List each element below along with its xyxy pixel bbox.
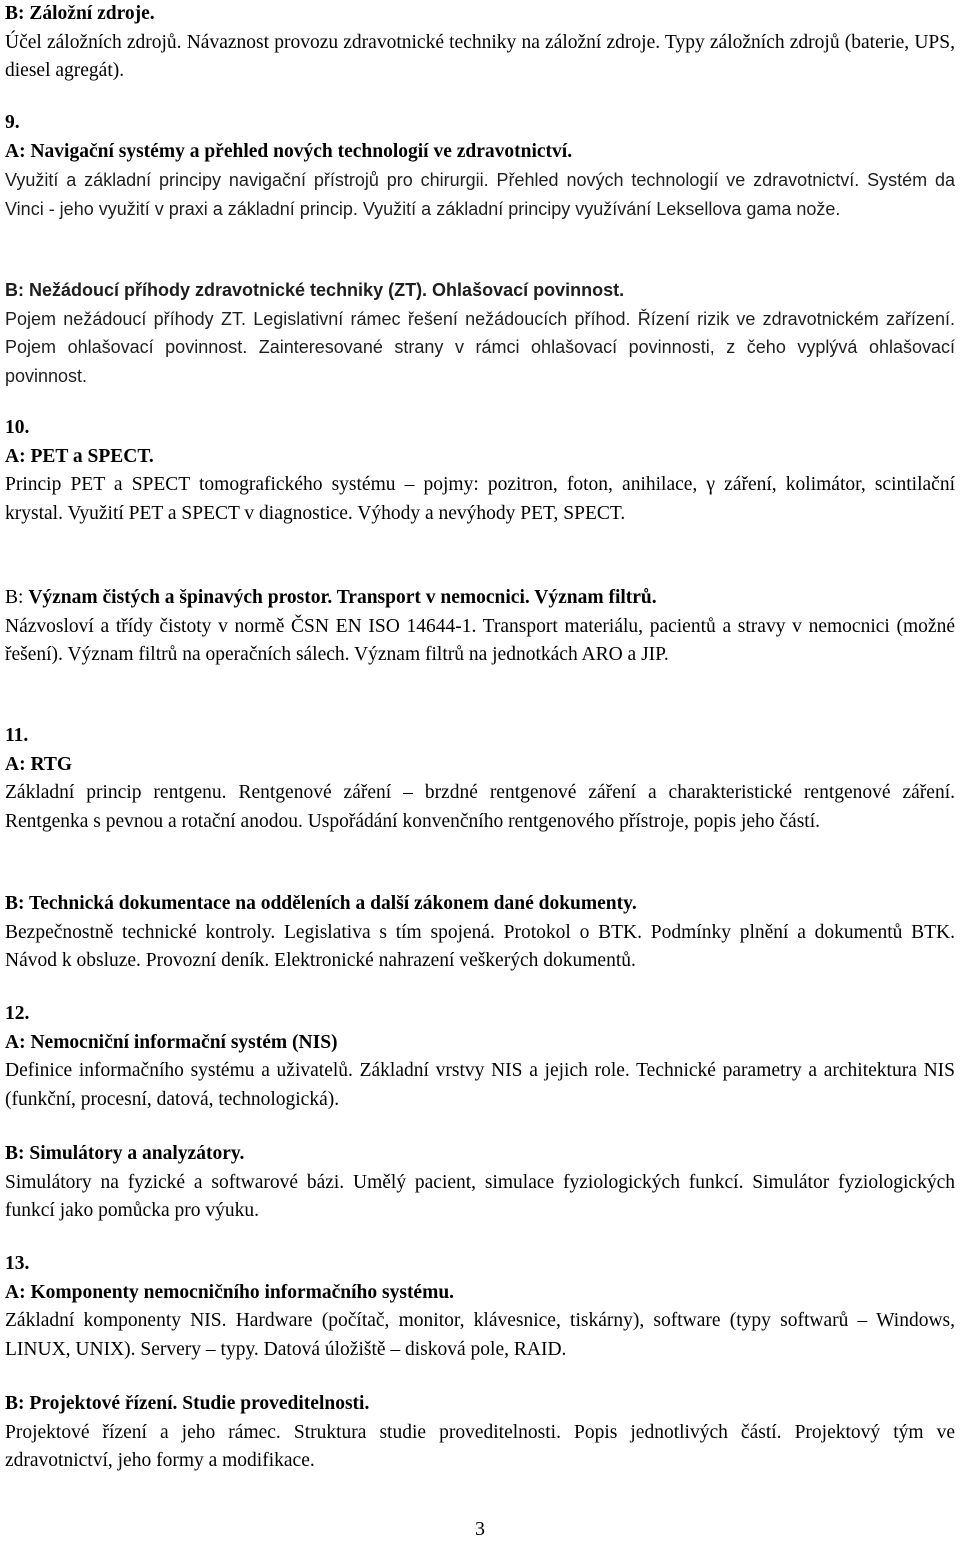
section-pet-spect (5, 414, 955, 528)
section-heading: A: PET a SPECT. (5, 445, 154, 467)
section-heading-prefix: B: (5, 587, 29, 608)
section-adverse-events (5, 276, 955, 390)
section-body: Simulátory na fyzické a softwarové bázi. Umělý pacient, simulace fyziologických funkcí. Simulátor fyziologických funkcí jako pomůcka pro výuku. (5, 1171, 955, 1221)
section-heading-line (5, 584, 955, 613)
section-project-management (5, 1390, 955, 1476)
section-heading: A: RTG (5, 753, 73, 775)
section-heading: B: Simulátory a analyzátory. (5, 1143, 245, 1164)
page-number: 3 (475, 1518, 485, 1540)
section-body: Pojem nežádoucí příhody ZT. Legislativní rámec řešení nežádoucích příhod. Řízení rizik ve zdravotnickém zařízení. Pojem ohlašovací povinnost. Zainteresované strany v rámci ohlašovací povinnosti, z čeho vyplývá ohlašovací povinnost. (5, 308, 955, 386)
section-body: Názvosloví a třídy čistoty v normě ČSN EN ISO 14644-1. Transport materiálu, pacientů a stravy v nemocnici (možné řešení). Význam filtrů na operačních sálech. Význam filtrů na jednotkách ARO a JIP. (5, 615, 955, 665)
section-number: 13. (5, 1253, 30, 1274)
section-body: Projektové řízení a jeho rámec. Struktura studie proveditelnosti. Popis jednotlivých částí. Projektový tým ve zdravotnictví, jeho formy a modifikace. (5, 1421, 955, 1471)
section-heading: Význam čistých a špinavých prostor. Transport v nemocnici. Význam filtrů. (28, 587, 657, 608)
section-hospital-information-system (5, 1000, 955, 1114)
section-heading: B: Projektové řízení. Studie proveditelnosti. (5, 1393, 370, 1414)
section-navigation-systems (5, 109, 955, 223)
section-heading: B: Nežádoucí příhody zdravotnické techniky (ZT). Ohlašovací povinnost. (5, 280, 625, 300)
section-body: Bezpečnostně technické kontroly. Legislativa s tím spojená. Protokol o BTK. Podmínky plnění a dokumentů BTK. Návod k obsluze. Provozní deník. Elektronické nahrazení veškerých dokumentů. (5, 921, 955, 971)
section-rtg (5, 722, 955, 836)
section-heading: A: Komponenty nemocničního informačního systému. (5, 1281, 455, 1303)
section-simulators (5, 1140, 955, 1226)
section-body: Definice informačního systému a uživatelů. Základní vrstvy NIS a jejich role. Technické parametry a architektura NIS (funkční, procesní, datová, technologická). (5, 1060, 955, 1110)
section-heading: B: Záložní zdroje. (5, 3, 155, 24)
section-body: Účel záložních zdrojů. Návaznost provozu zdravotnické techniky na záložní zdroje. Typy záložních zdrojů (baterie, UPS, diesel agregát). (5, 31, 955, 81)
section-number: 10. (5, 417, 30, 438)
section-technical-documentation (5, 890, 955, 976)
section-body: Princip PET a SPECT tomografického systému – pojmy: pozitron, foton, anihilace, γ záření, kolimátor, scintilační krystal. Využití PET a SPECT v diagnostice. Výhody a nevýhody PET, SPECT. (5, 474, 955, 524)
section-heading: B: Technická dokumentace na odděleních a další zákonem dané dokumenty. (5, 893, 637, 914)
section-heading: A: Navigační systémy a přehled nových technologií ve zdravotnictví. (5, 140, 573, 162)
section-heading: A: Nemocniční informační systém (NIS) (5, 1031, 338, 1053)
section-number: 9. (5, 112, 20, 133)
section-body: Základní komponenty NIS. Hardware (počítač, monitor, klávesnice, tiskárny), software (typy softwarů – Windows, LINUX, UNIX). Servery – typy. Datová úložiště – disková pole, RAID. (5, 1310, 955, 1360)
section-his-components (5, 1250, 955, 1364)
section-number: 12. (5, 1003, 30, 1024)
section-number: 11. (5, 725, 29, 746)
section-body: Využití a základní principy navigační přístrojů pro chirurgii. Přehled nových technologií ve zdravotnictví. Systém da Vinci - jeho využití v praxi a základní princip. Využití a základní principy využívání Leksellova gama nože. (5, 170, 955, 219)
section-clean-rooms (5, 584, 955, 670)
section-backup-sources (5, 0, 955, 86)
section-body: Základní princip rentgenu. Rentgenové záření – brzdné rentgenové záření a charakteristické rentgenové záření. Rentgenka s pevnou a rotační anodou. Uspořádání konvenčního rentgenového přístroje, popis jeho částí. (5, 782, 955, 832)
